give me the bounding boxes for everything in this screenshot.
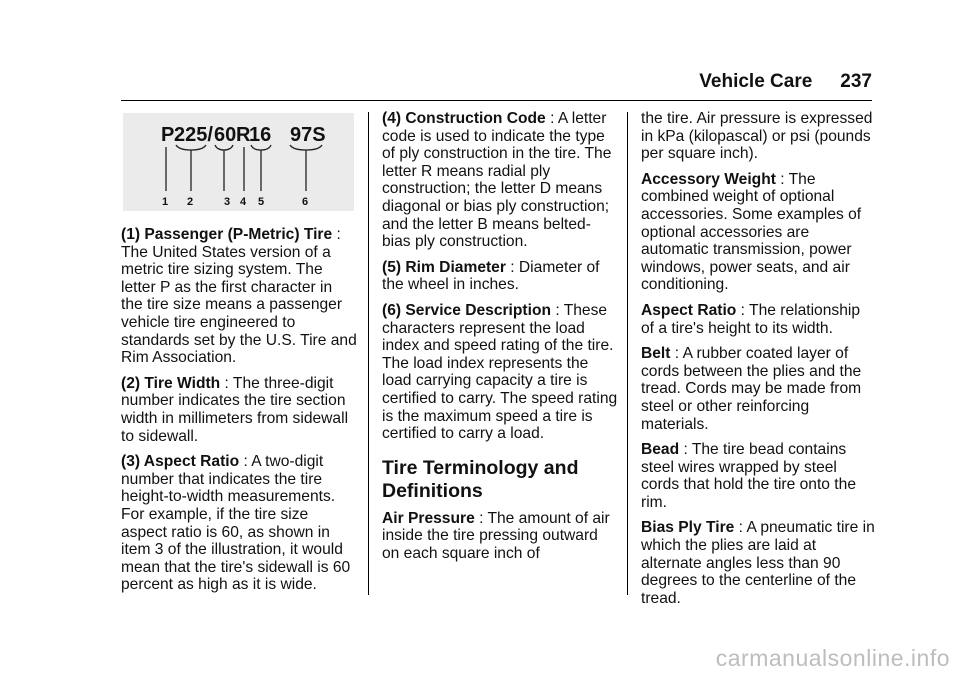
definition-aspect-ratio: (3) Aspect Ratio : A two-digit number that indicates the tire height-to-width measurements. For example, if the tire size aspect ratio is 60, as shown in item 3 of the illustration, it would mean that the tire's sidewall is 60 percent as high as it is wide. xyxy=(121,453,351,594)
tire-code-service: 97S xyxy=(290,124,326,146)
tire-code-rim: 16 xyxy=(249,124,272,146)
page-number: 237 xyxy=(840,71,872,92)
tire-code-diagram xyxy=(123,113,354,211)
tire-code-construction: R xyxy=(236,124,251,146)
header-rule xyxy=(121,100,872,101)
tire-size-illustration xyxy=(123,113,354,211)
column-divider-1 xyxy=(368,112,369,595)
callout-4: 4 xyxy=(240,196,247,208)
column-2 xyxy=(382,110,618,570)
callout-1: 1 xyxy=(162,196,169,208)
definition-tire-width: (2) Tire Width : The three-digit number indicates the tire section width in millimeters from sidewall to sidewall. xyxy=(121,374,349,445)
callout-2: 2 xyxy=(187,196,194,208)
page-header xyxy=(699,71,872,93)
definition-accessory-weight: Accessory Weight : The combined weight of optional accessories. Some examples of optional accessories are automatic transmission, power windows, power seats, and air conditioning. xyxy=(641,170,862,294)
callout-3: 3 xyxy=(224,196,231,208)
definition-aspect-ratio-term: Aspect Ratio : The relationship of a tire's height to its width. xyxy=(641,301,861,337)
callout-6: 6 xyxy=(302,196,309,208)
definition-passenger-tire: (1) Passenger (P-Metric) Tire : The United States version of a metric tire sizing system. The letter P as the first character in the tire size means a passenger vehicle tire engineered to standards set by the U.S. Tire and Rim Association. xyxy=(121,226,357,367)
tire-code-p: P xyxy=(161,124,175,146)
watermark: carmanualsonline.info xyxy=(715,645,950,671)
tire-code-width: 225/ xyxy=(174,124,213,146)
definition-service-description: (6) Service Description : These characters represent the load index and speed rating of the tire. The load index represents the load carrying capacity a tire is certified to carry. The speed rating is the maximum speed a tire is certified to carry a load. xyxy=(382,301,618,443)
column-1 xyxy=(121,110,357,602)
definition-belt: Belt : A rubber coated layer of cords between the plies and the tread. Cords may be made from steel or other reinforcing materials. xyxy=(641,345,862,433)
column-divider-2 xyxy=(627,112,628,595)
callout-5: 5 xyxy=(258,196,265,208)
definition-bead: Bead : The tire bead contains steel wires wrapped by steel cords that hold the tire onto the rim. xyxy=(641,441,856,511)
callout-lines xyxy=(166,145,322,191)
definition-bias-ply-tire: Bias Ply Tire : A pneumatic tire in which the plies are laid at alternate angles less than 90 degrees to the centerline of the tread. xyxy=(641,519,875,607)
air-pressure-continued: the tire. Air pressure is expressed in kPa (kilopascal) or psi (pounds per square inch). xyxy=(641,110,873,163)
definition-air-pressure: Air Pressure : The amount of air inside the tire pressing outward on each square inch of xyxy=(382,509,610,562)
definition-rim-diameter: (5) Rim Diameter : Diameter of the wheel in inches. xyxy=(382,258,600,294)
definition-construction-code: (4) Construction Code : A letter code is used to indicate the type of ply construction in the tire. The letter R means radial ply construction; the letter D means diagonal or bias ply construction; and the letter B means belted-bias ply construction. xyxy=(382,110,612,251)
section-name: Vehicle Care xyxy=(699,71,813,92)
column-3 xyxy=(641,110,877,615)
section-title: Tire Terminology and Definitions xyxy=(382,456,579,502)
tire-code-ratio: 60 xyxy=(214,124,237,146)
